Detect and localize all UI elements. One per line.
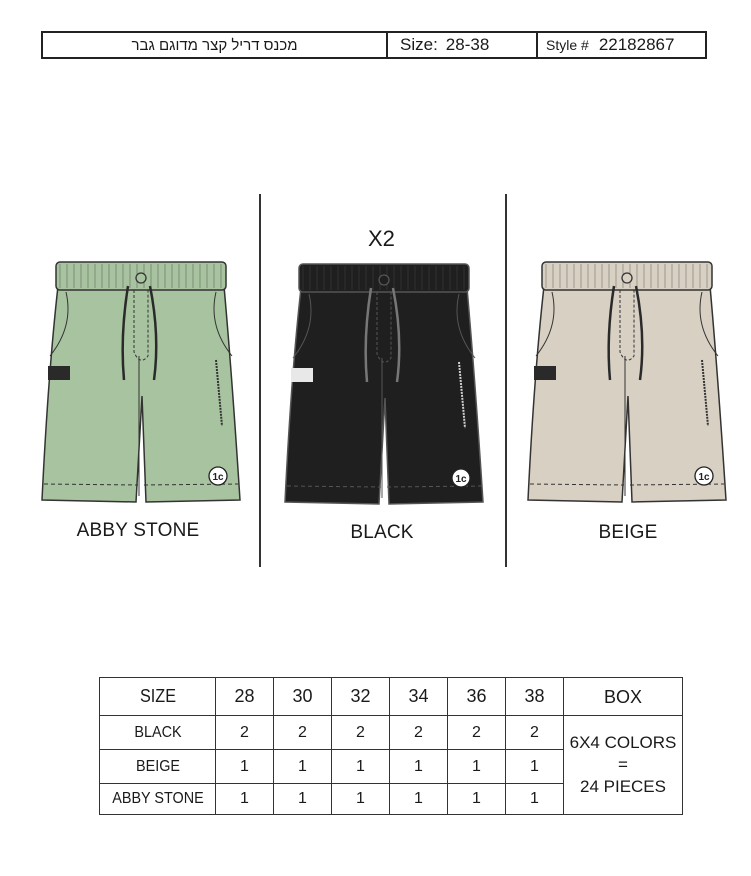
qty-cell: 2 bbox=[506, 716, 564, 750]
header-bar bbox=[41, 31, 707, 59]
style-value: 22182867 bbox=[598, 35, 675, 54]
qty-cell: 1 bbox=[274, 784, 332, 815]
qty-cell: 2 bbox=[274, 716, 332, 750]
row-label: ABBY STONE bbox=[105, 784, 209, 815]
color-caption-black: BLACK bbox=[350, 522, 414, 543]
box-summary-line2: 24 PIECES bbox=[580, 777, 666, 796]
size-label: Size: bbox=[400, 35, 438, 54]
size-col-header: 38 bbox=[506, 678, 564, 716]
style-number bbox=[538, 33, 705, 57]
size-col-header: 30 bbox=[274, 678, 332, 716]
size-col-header: 32 bbox=[332, 678, 390, 716]
column-divider bbox=[259, 194, 261, 567]
qty-cell: 1 bbox=[390, 750, 448, 784]
qty-cell: 1 bbox=[216, 750, 274, 784]
color-caption-abby-stone: ABBY STONE bbox=[76, 520, 200, 541]
table-row bbox=[100, 716, 683, 750]
style-label: Style # bbox=[546, 37, 589, 53]
qty-cell: 2 bbox=[216, 716, 274, 750]
column-divider bbox=[505, 194, 507, 567]
qty-cell: 2 bbox=[448, 716, 506, 750]
brand-badge-text: 1c bbox=[698, 472, 710, 483]
qty-cell: 1 bbox=[506, 784, 564, 815]
quantity-mark: X2 bbox=[368, 226, 395, 251]
label-patch bbox=[48, 366, 70, 380]
qty-cell: 1 bbox=[506, 750, 564, 784]
quantity-table bbox=[99, 677, 683, 815]
size-col-header: 36 bbox=[448, 678, 506, 716]
shorts-body bbox=[42, 286, 240, 502]
row-label: BEIGE bbox=[105, 750, 209, 784]
qty-cell: 2 bbox=[390, 716, 448, 750]
qty-cell: 1 bbox=[216, 784, 274, 815]
label-patch bbox=[534, 366, 556, 380]
shorts-body bbox=[528, 286, 726, 502]
row-label: BLACK bbox=[105, 716, 209, 750]
brand-badge-text: 1c bbox=[455, 474, 467, 485]
qty-cell: 1 bbox=[332, 750, 390, 784]
box-summary bbox=[564, 716, 683, 815]
box-summary-line1: 6X4 COLORS = bbox=[569, 733, 677, 774]
size-col-header: 34 bbox=[390, 678, 448, 716]
shorts-illustration-black bbox=[279, 258, 489, 510]
qty-cell: 1 bbox=[332, 784, 390, 815]
qty-cell: 1 bbox=[390, 784, 448, 815]
brand-badge-text: 1c bbox=[212, 472, 224, 483]
size-col-header: 28 bbox=[216, 678, 274, 716]
button-icon bbox=[379, 275, 389, 285]
size-header: SIZE bbox=[105, 678, 209, 716]
button-icon bbox=[622, 273, 632, 283]
size-value: 28-38 bbox=[445, 35, 490, 54]
label-patch bbox=[291, 368, 313, 382]
qty-cell: 1 bbox=[448, 750, 506, 784]
product-name: מכנס דריל קצר מדוגם גבר bbox=[43, 33, 388, 57]
button-icon bbox=[136, 273, 146, 283]
shorts-illustration-abby-stone bbox=[36, 256, 246, 508]
qty-cell: 1 bbox=[274, 750, 332, 784]
box-header: BOX bbox=[564, 678, 683, 716]
shorts-body bbox=[285, 288, 483, 504]
qty-cell: 1 bbox=[448, 784, 506, 815]
shorts-illustration-beige bbox=[522, 256, 732, 508]
color-caption-beige: BEIGE bbox=[598, 522, 658, 543]
size-range bbox=[388, 33, 538, 57]
table-header-row bbox=[100, 678, 683, 716]
qty-cell: 2 bbox=[332, 716, 390, 750]
